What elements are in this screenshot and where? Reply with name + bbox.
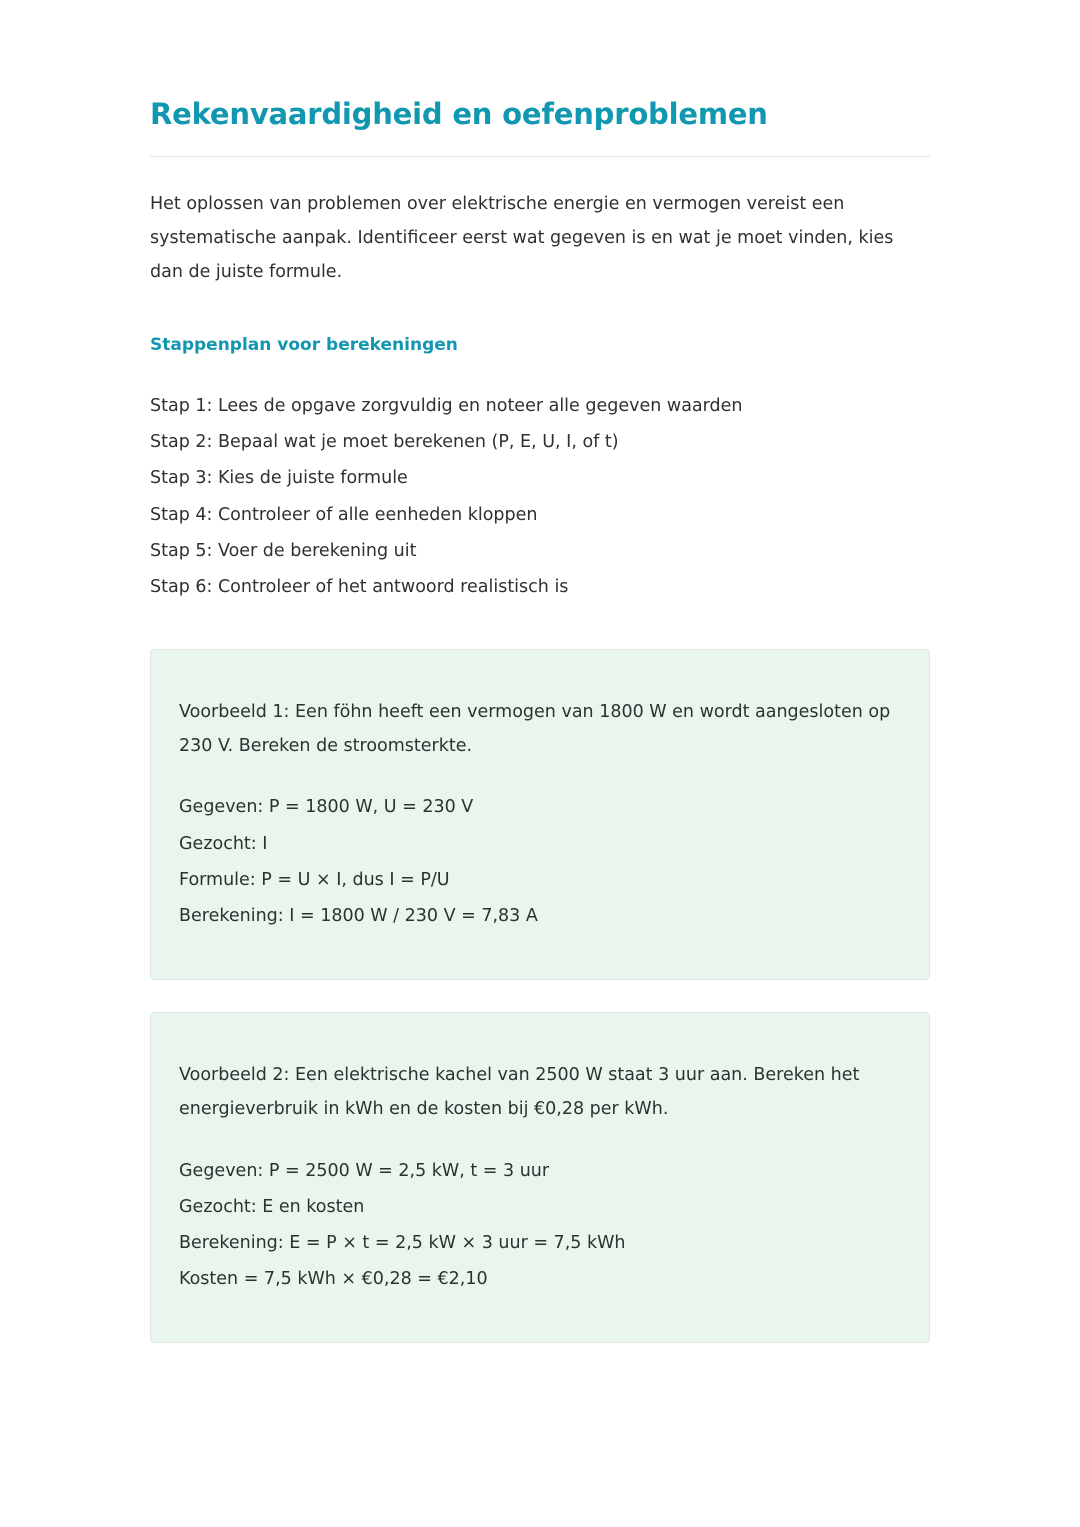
example-statement: Voorbeeld 2: Een elektrische kachel van 2500 W staat 3 uur aan. Bereken het energieverbruik in kWh en de kosten bij €0,28 per kWh.: [179, 1065, 860, 1120]
example-line: Formule: P = U × I, dus I = P/U: [179, 869, 450, 890]
example-solution: [179, 1153, 901, 1298]
example-line: Berekening: I = 1800 W / 230 V = 7,83 A: [179, 906, 538, 927]
step-item: Stap 2: Bepaal wat je moet berekenen (P, E, U, I, of t): [150, 432, 619, 453]
step-item: Stap 6: Controleer of het antwoord realistisch is: [150, 576, 569, 597]
example-line: Kosten = 7,5 kWh × €0,28 = €2,10: [179, 1269, 488, 1290]
step-item: Stap 5: Voer de berekening uit: [150, 540, 417, 561]
example-line: Gezocht: I: [179, 833, 268, 854]
section-subheading: Stappenplan voor berekeningen: [150, 335, 458, 356]
example-line: Gegeven: P = 1800 W, U = 230 V: [179, 797, 474, 818]
example-line: Gegeven: P = 2500 W = 2,5 kW, t = 3 uur: [179, 1160, 550, 1181]
example-box: [150, 1012, 930, 1343]
steps-list: [150, 388, 930, 605]
example-line: Gezocht: E en kosten: [179, 1196, 365, 1217]
example-statement: Voorbeeld 1: Een föhn heeft een vermogen van 1800 W en wordt aangesloten op 230 V. Bereken de stroomsterkte.: [179, 702, 891, 757]
example-line: Berekening: E = P × t = 2,5 kW × 3 uur = 7,5 kWh: [179, 1232, 626, 1253]
page-title: Rekenvaardigheid en oefenproblemen: [150, 97, 768, 131]
title-divider: [150, 156, 930, 157]
step-item: Stap 3: Kies de juiste formule: [150, 468, 408, 489]
example-box: [150, 649, 930, 980]
step-item: Stap 1: Lees de opgave zorgvuldig en noteer alle gegeven waarden: [150, 395, 743, 416]
intro-paragraph: Het oplossen van problemen over elektrische energie en vermogen vereist een systematische aanpak. Identificeer eerst wat gegeven is en wat je moet vinden, kies dan de juiste formule.: [150, 193, 894, 282]
step-item: Stap 4: Controleer of alle eenheden kloppen: [150, 504, 538, 525]
example-solution: [179, 789, 901, 934]
